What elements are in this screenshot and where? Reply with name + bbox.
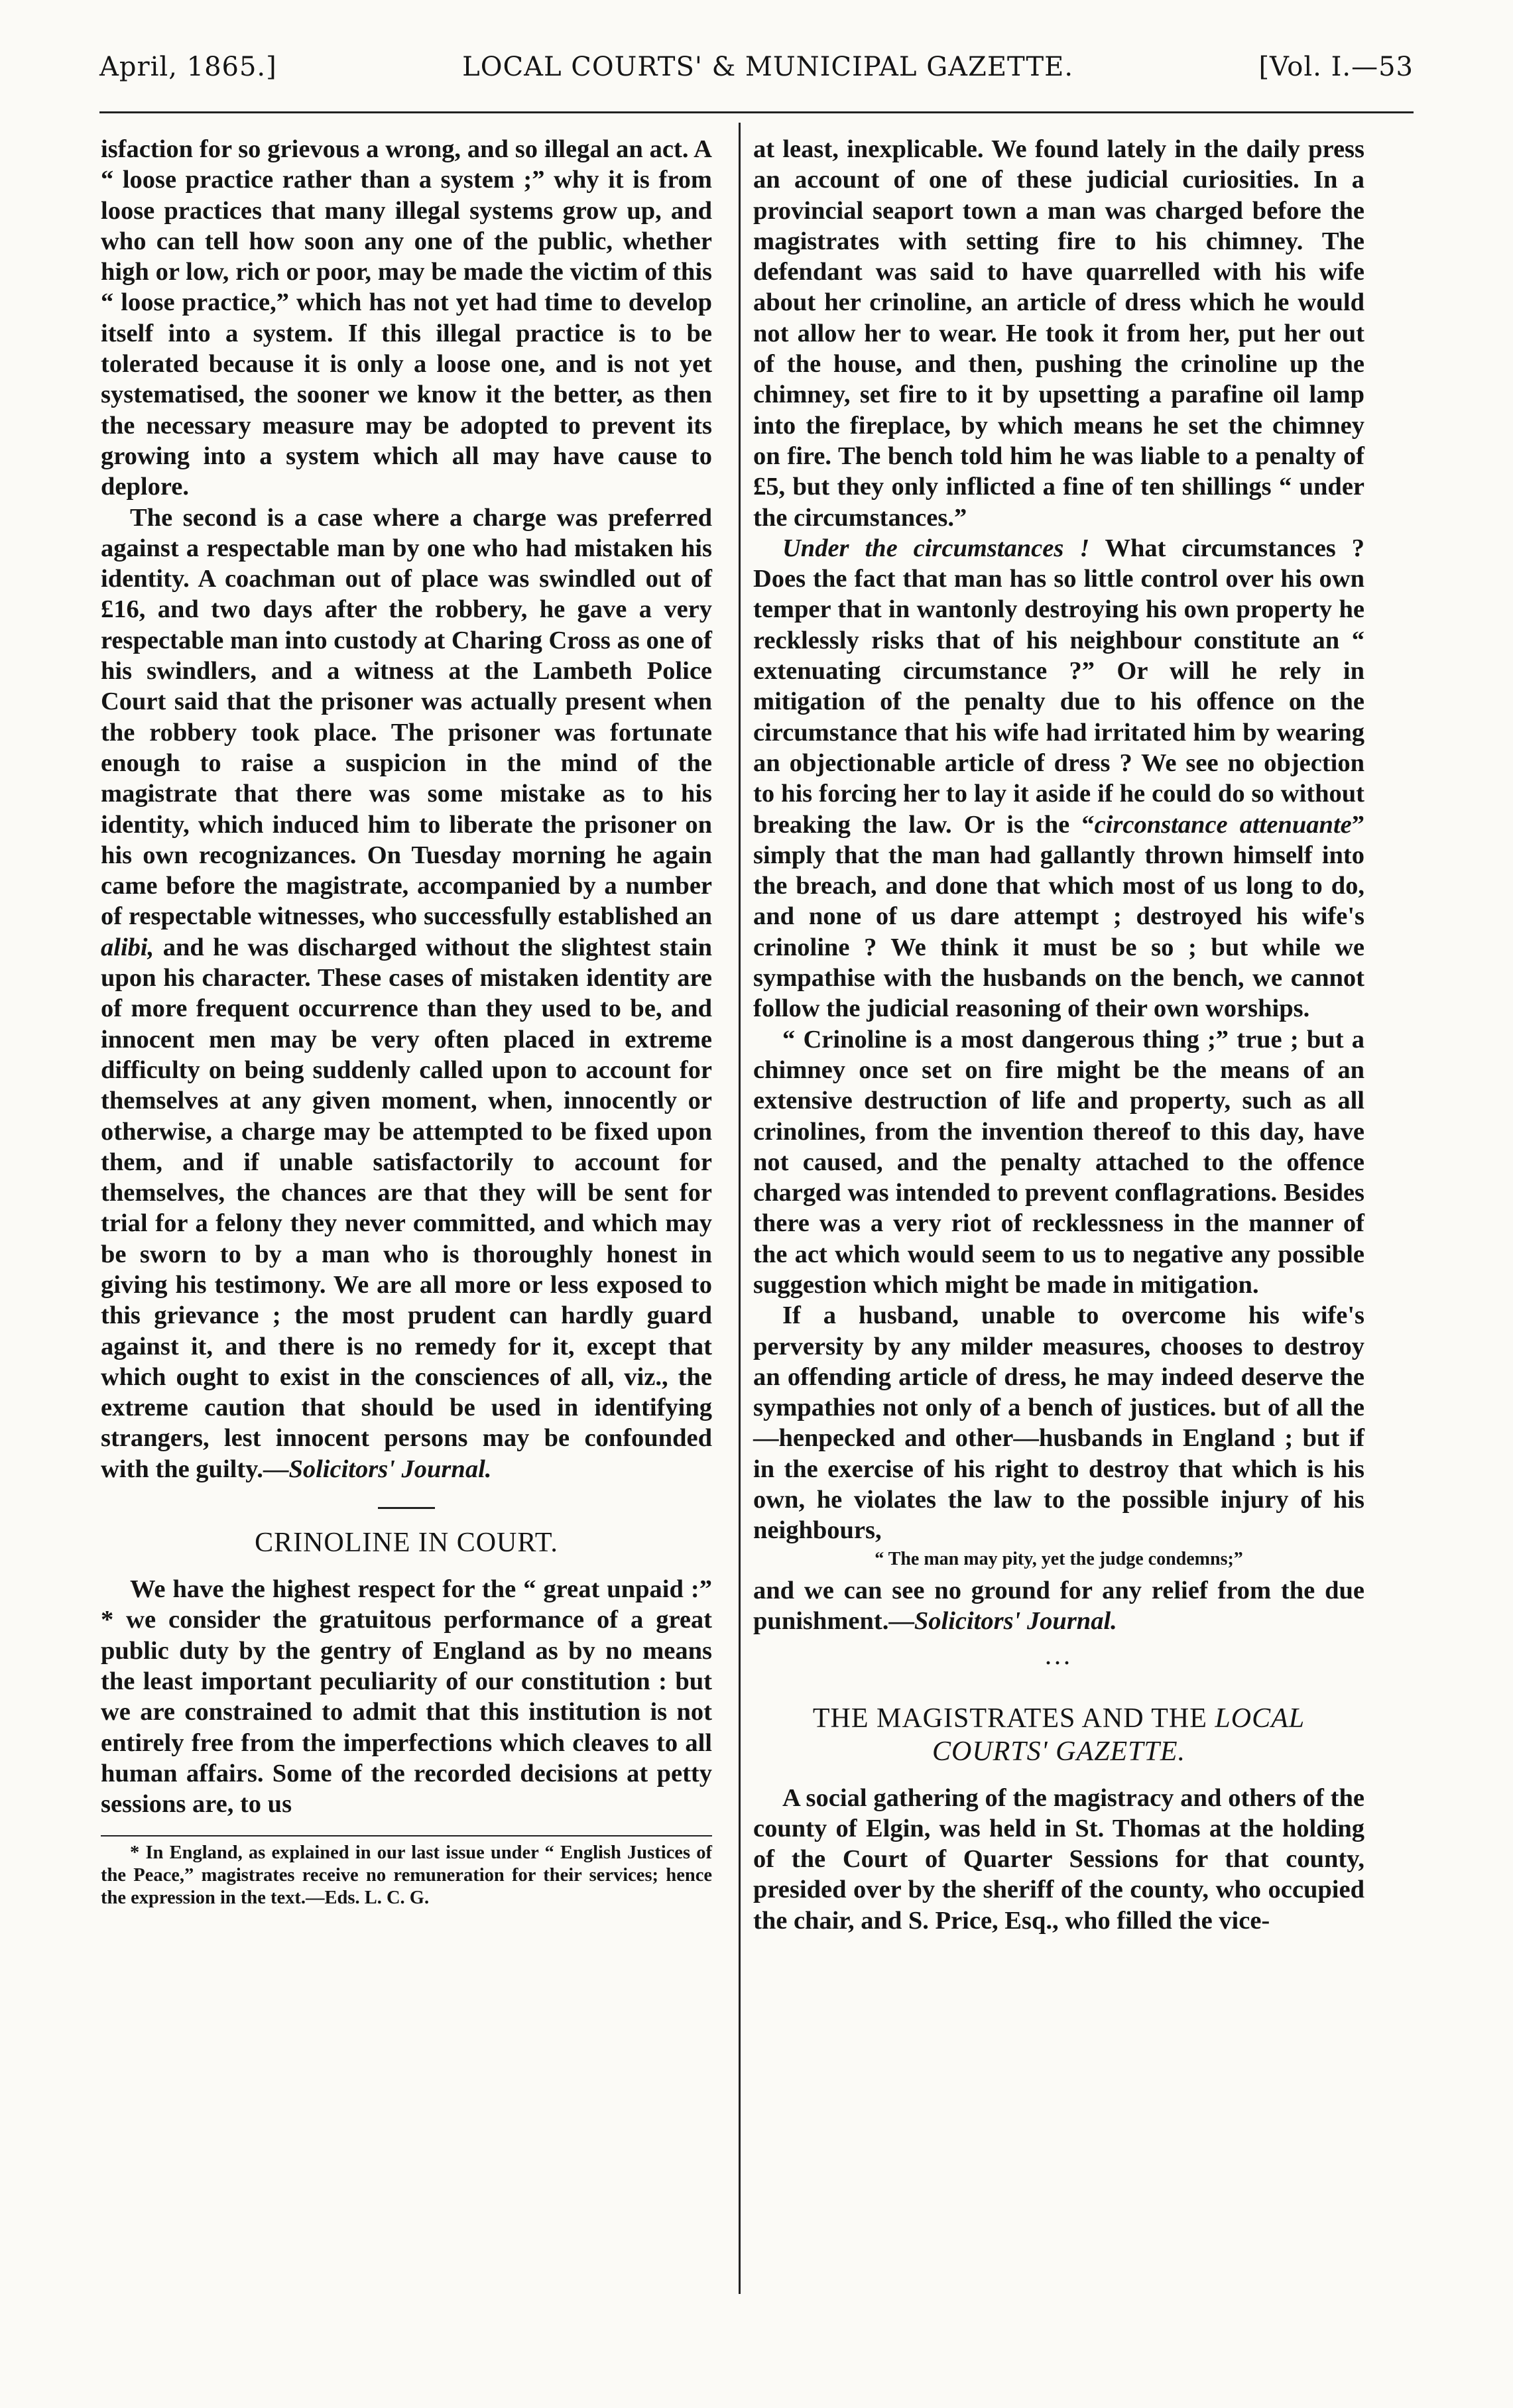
running-head [99, 52, 1414, 82]
mistaken-identity-paragraph: The second is a case where a charge was preferred against a respectable man by one who had mistaken his identity. A coachman out of place was swindled out of £16, and two days after the robbery, he gave a very respectable man into custody at Charing Cross as one of his swindlers, and a witness at the Lambeth Police Court said that the prisoner was actually present when the robbery took place. The prisoner was fortunate enough to raise a suspicion in the mind of the magistrate that there was some mistake as to his identity, which induced him to liberate the prisoner on his own recognizances. On Tuesday morning he again came before the magistrate, accompanied by a number of respectable witnesses, who successfully established an alibi, and he was discharged without the slightest stain upon his character. These cases of mistaken identity are of more frequent occurrence than they used to be, and innocent men may be very often placed in extreme difficulty on being suddenly called upon to account for themselves at any given moment, when, innocently or otherwise, a charge may be attempted to be fixed upon them, and if unable satisfactorily to account for themselves, the chances are that they will be sent for trial for a felony they never committed, and which may be sworn to by a man who is thoroughly honest in giving his testimony. We are all more or less exposed to this grievance ; the most prudent can hardly guard against it, and there is no remedy for it, except that which ought to exist in the consciences of all, viz., the extreme caution that should be used in identifying strangers, lest innocent persons may be confounded with the guilty.—Solicitors' Journal. [101, 503, 712, 1483]
left-column [101, 134, 712, 1909]
publication-title: LOCAL COURTS' & MUNICIPAL GAZETTE. [462, 52, 1074, 82]
footnote: * In England, as explained in our last issue under “ English Justices of the Peace,” magistrates receive no remuneration for their services; hence the expression in the text.—Eds. L. C. G. [101, 1842, 712, 1909]
footnote-rule [101, 1835, 712, 1836]
crinoline-heading: CRINOLINE IN COURT. [255, 1528, 558, 1559]
pull-quote: “ The man may pity, yet the judge condemns;” [875, 1548, 1243, 1569]
husband-paragraph: If a husband, unable to overcome his wife's perversity by any milder measures, chooses to destroy an offending article of dress, he may indeed deserve the sympathies not only of a bench of justices. but of all the—henpecked and other—husbands in England ; but if in the exercise of his right to destroy that which is his own, he violates the law to the possible injury of his neighbours, [753, 1301, 1364, 1545]
section-divider [378, 1507, 435, 1509]
source-citation: Solicitors' Journal. [914, 1606, 1117, 1635]
dangerous-thing-paragraph: “ Crinoline is a most dangerous thing ;” true ; but a chimney once set on fire might be the means of an extensive destruction of life and property, such as all crinolines, from the invention thereof to this day, have not caused, and the penalty attached to the offence charged was intended to prevent conflagrations. Besides there was a very riot of recklessness in the manner of the act which would seem to us to negative any possible suggestion which might be made in mitigation. [753, 1025, 1364, 1299]
social-gathering-paragraph: A social gathering of the magistracy and others of the county of Elgin, was held in St. Thomas at the holding of the Court of Quarter Sessions for that county, presided over by the sheriff of the county, who occupied the chair, and S. Price, Esq., who filled the vice- [753, 1783, 1364, 1935]
right-column [753, 134, 1364, 1936]
dotted-separator: ··· [1044, 1652, 1073, 1675]
column-divider [739, 123, 741, 2294]
issue-date: April, 1865.] [99, 52, 277, 82]
conclusion-paragraph: and we can see no ground for any relief from the due punishment.—Solicitors' Journal. [753, 1576, 1364, 1635]
header-rule [99, 111, 1414, 113]
gazette-name: LOCAL COURTS' GAZETTE. [932, 1703, 1305, 1767]
crinoline-intro-paragraph: We have the highest respect for the “ great unpaid :” * we consider the gratuitous performance of a great public duty by the gentry of England as by no means the least important peculiarity of our constitution : but we are constrained to admit that this institution is not entirely free from the imperfections which cleaves to all human affairs. Some of the recorded decisions at petty sessions are, to us [101, 1575, 712, 1819]
circumstances-lead: Under the circumstances ! [782, 534, 1090, 562]
magistrates-heading: THE MAGISTRATES AND THE LOCAL COURTS' GAZETTE. [812, 1703, 1305, 1767]
alibi-term: alibi, [101, 933, 154, 961]
french-phrase: circonstance attenuante [1094, 810, 1352, 839]
crinoline-case-paragraph: at least, inexplicable. We found lately in the daily press an account of one of these judicial curiosities. In a provincial seaport town a man was charged before the magistrates with setting fire to his chimney. The defendant was said to have quarrelled with his wife about her crinoline, an article of dress which he would not allow her to wear. He took it from her, put her out of the house, and then, pushing the crinoline up the chimney, set fire to it by upsetting a parafine oil lamp into the fireplace, by which means he set the chimney on fire. The bench told him he was liable to a penalty of £5, but they only inflicted a fine of ten shillings “ under the circumstances.” [753, 135, 1364, 532]
volume-page: [Vol. I.—53 [1258, 52, 1414, 82]
circumstances-paragraph: Under the circumstances ! What circumstances ? Does the fact that man has so little control over his own temper that in wantonly destroying his own property he recklessly risks that of his neighbour constitute an “ extenuating circumstance ?” Or will he rely in mitigation of the penalty due to his offence on the circumstance that his wife had irritated him by wearing an objectionable article of dress ? We see no objection to his forcing her to lay it aside if he could do so without breaking the law. Or is the “circonstance attenuante” simply that the man had gallantly thrown himself into the breach, and done that which most of us long to do, and none of us dare attempt ; destroyed his wife's crinoline ? We think it must be so ; but while we sympathise with the husbands on the bench, we cannot follow the judicial reasoning of their own worships. [753, 534, 1364, 1023]
article-continuation-paragraph: isfaction for so grievous a wrong, and so illegal an act. A “ loose practice rather than a system ;” why it is from loose practices that many illegal systems grow up, and who can tell how soon any one of the public, whether high or low, rich or poor, may be made the victim of this “ loose practice,” which has not yet had time to develop itself into a system. If this illegal practice is to be tolerated because it is only a loose one, and is not yet systematised, the sooner we know it the better, as then the necessary measure may be adopted to prevent its growing into a system which all may have cause to deplore. [101, 135, 712, 501]
source-citation: Solicitors' Journal. [288, 1455, 492, 1483]
